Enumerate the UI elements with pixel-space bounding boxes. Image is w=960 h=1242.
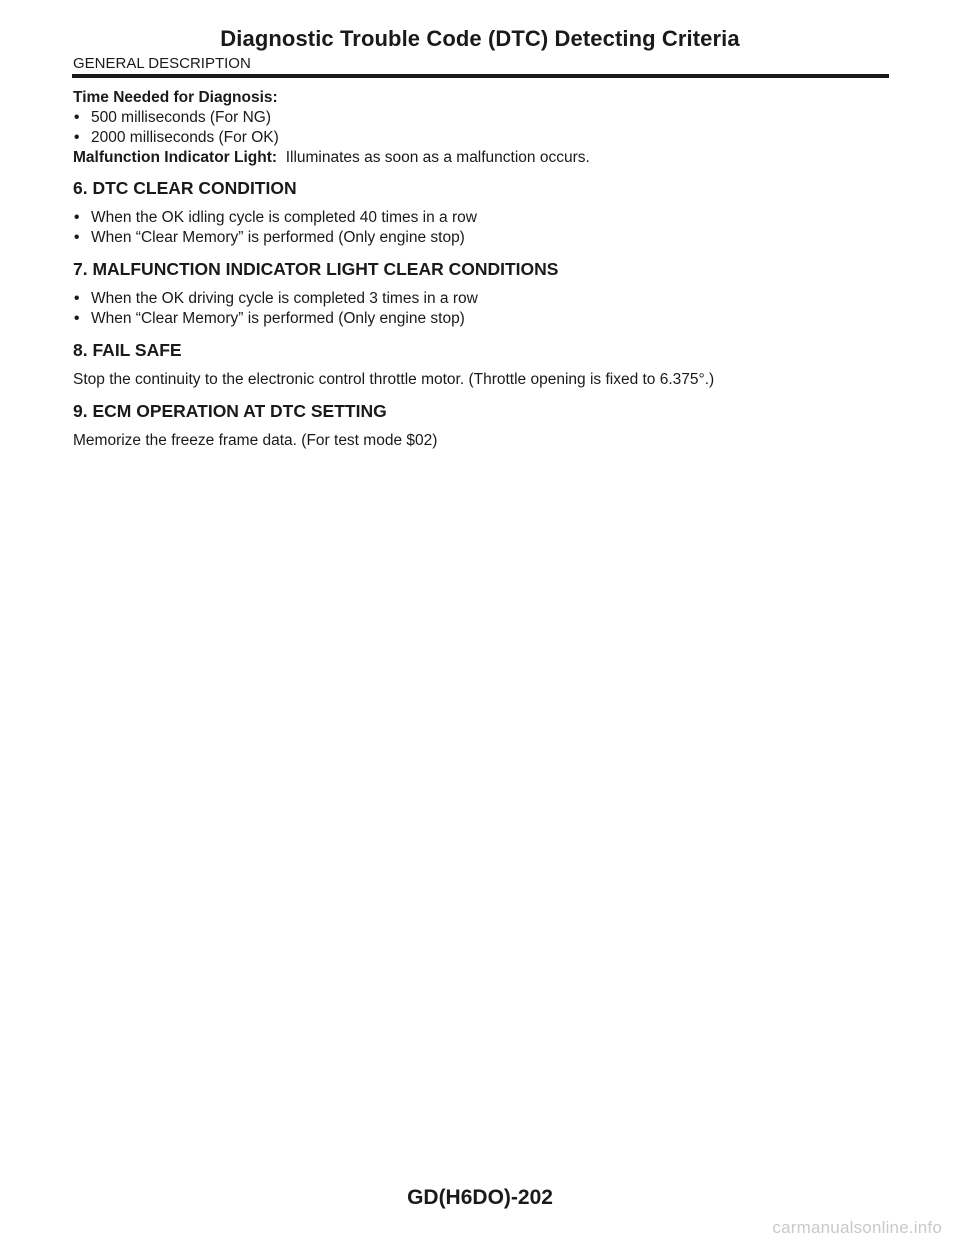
page-number: GD(H6DO)-202 bbox=[407, 1186, 553, 1209]
list-item: • When “Clear Memory” is performed (Only engine stop) bbox=[74, 310, 465, 327]
mil-line bbox=[73, 148, 893, 168]
section-heading-dtc-clear: 6. DTC CLEAR CONDITION bbox=[73, 178, 297, 198]
watermark-text: carmanualsonline.info bbox=[772, 1218, 942, 1237]
bullet-icon: • bbox=[74, 109, 80, 126]
page-content bbox=[73, 88, 893, 451]
bullet-icon: • bbox=[74, 290, 80, 307]
list-item: • When the OK idling cycle is completed 40 times in a row bbox=[74, 209, 477, 226]
bullet-icon: • bbox=[74, 310, 80, 327]
list-item: • 2000 milliseconds (For OK) bbox=[74, 129, 279, 146]
list-item: • When “Clear Memory” is performed (Only engine stop) bbox=[74, 229, 465, 246]
bullet-icon: • bbox=[74, 209, 80, 226]
bullet-icon: • bbox=[74, 129, 80, 146]
ecm-operation-text: Memorize the freeze frame data. (For test mode $02) bbox=[73, 432, 438, 449]
section-heading-ecm-operation: 9. ECM OPERATION AT DTC SETTING bbox=[73, 401, 387, 421]
fail-safe-text: Stop the continuity to the electronic control throttle motor. (Throttle opening is fixed to 6.375°.) bbox=[73, 371, 715, 388]
section-subtitle: GENERAL DESCRIPTION bbox=[73, 55, 251, 72]
diagnosis-time-list bbox=[73, 108, 893, 148]
section-heading-mil-clear: 7. MALFUNCTION INDICATOR LIGHT CLEAR CONDITIONS bbox=[73, 259, 559, 279]
mil-text: Illuminates as soon as a malfunction occurs. bbox=[285, 149, 590, 166]
list-item: • When the OK driving cycle is completed 3 times in a row bbox=[74, 290, 478, 307]
section-heading-fail-safe: 8. FAIL SAFE bbox=[73, 340, 182, 360]
list-item: • 500 milliseconds (For NG) bbox=[74, 109, 272, 126]
header-divider bbox=[72, 74, 889, 78]
bullet-icon: • bbox=[74, 229, 80, 246]
mil-label: Malfunction Indicator Light: bbox=[73, 149, 278, 166]
page-title: Diagnostic Trouble Code (DTC) Detecting Criteria bbox=[220, 26, 740, 51]
dtc-clear-list bbox=[73, 208, 893, 248]
mil-clear-list bbox=[73, 289, 893, 329]
diagnosis-time-label: Time Needed for Diagnosis: bbox=[73, 89, 278, 106]
